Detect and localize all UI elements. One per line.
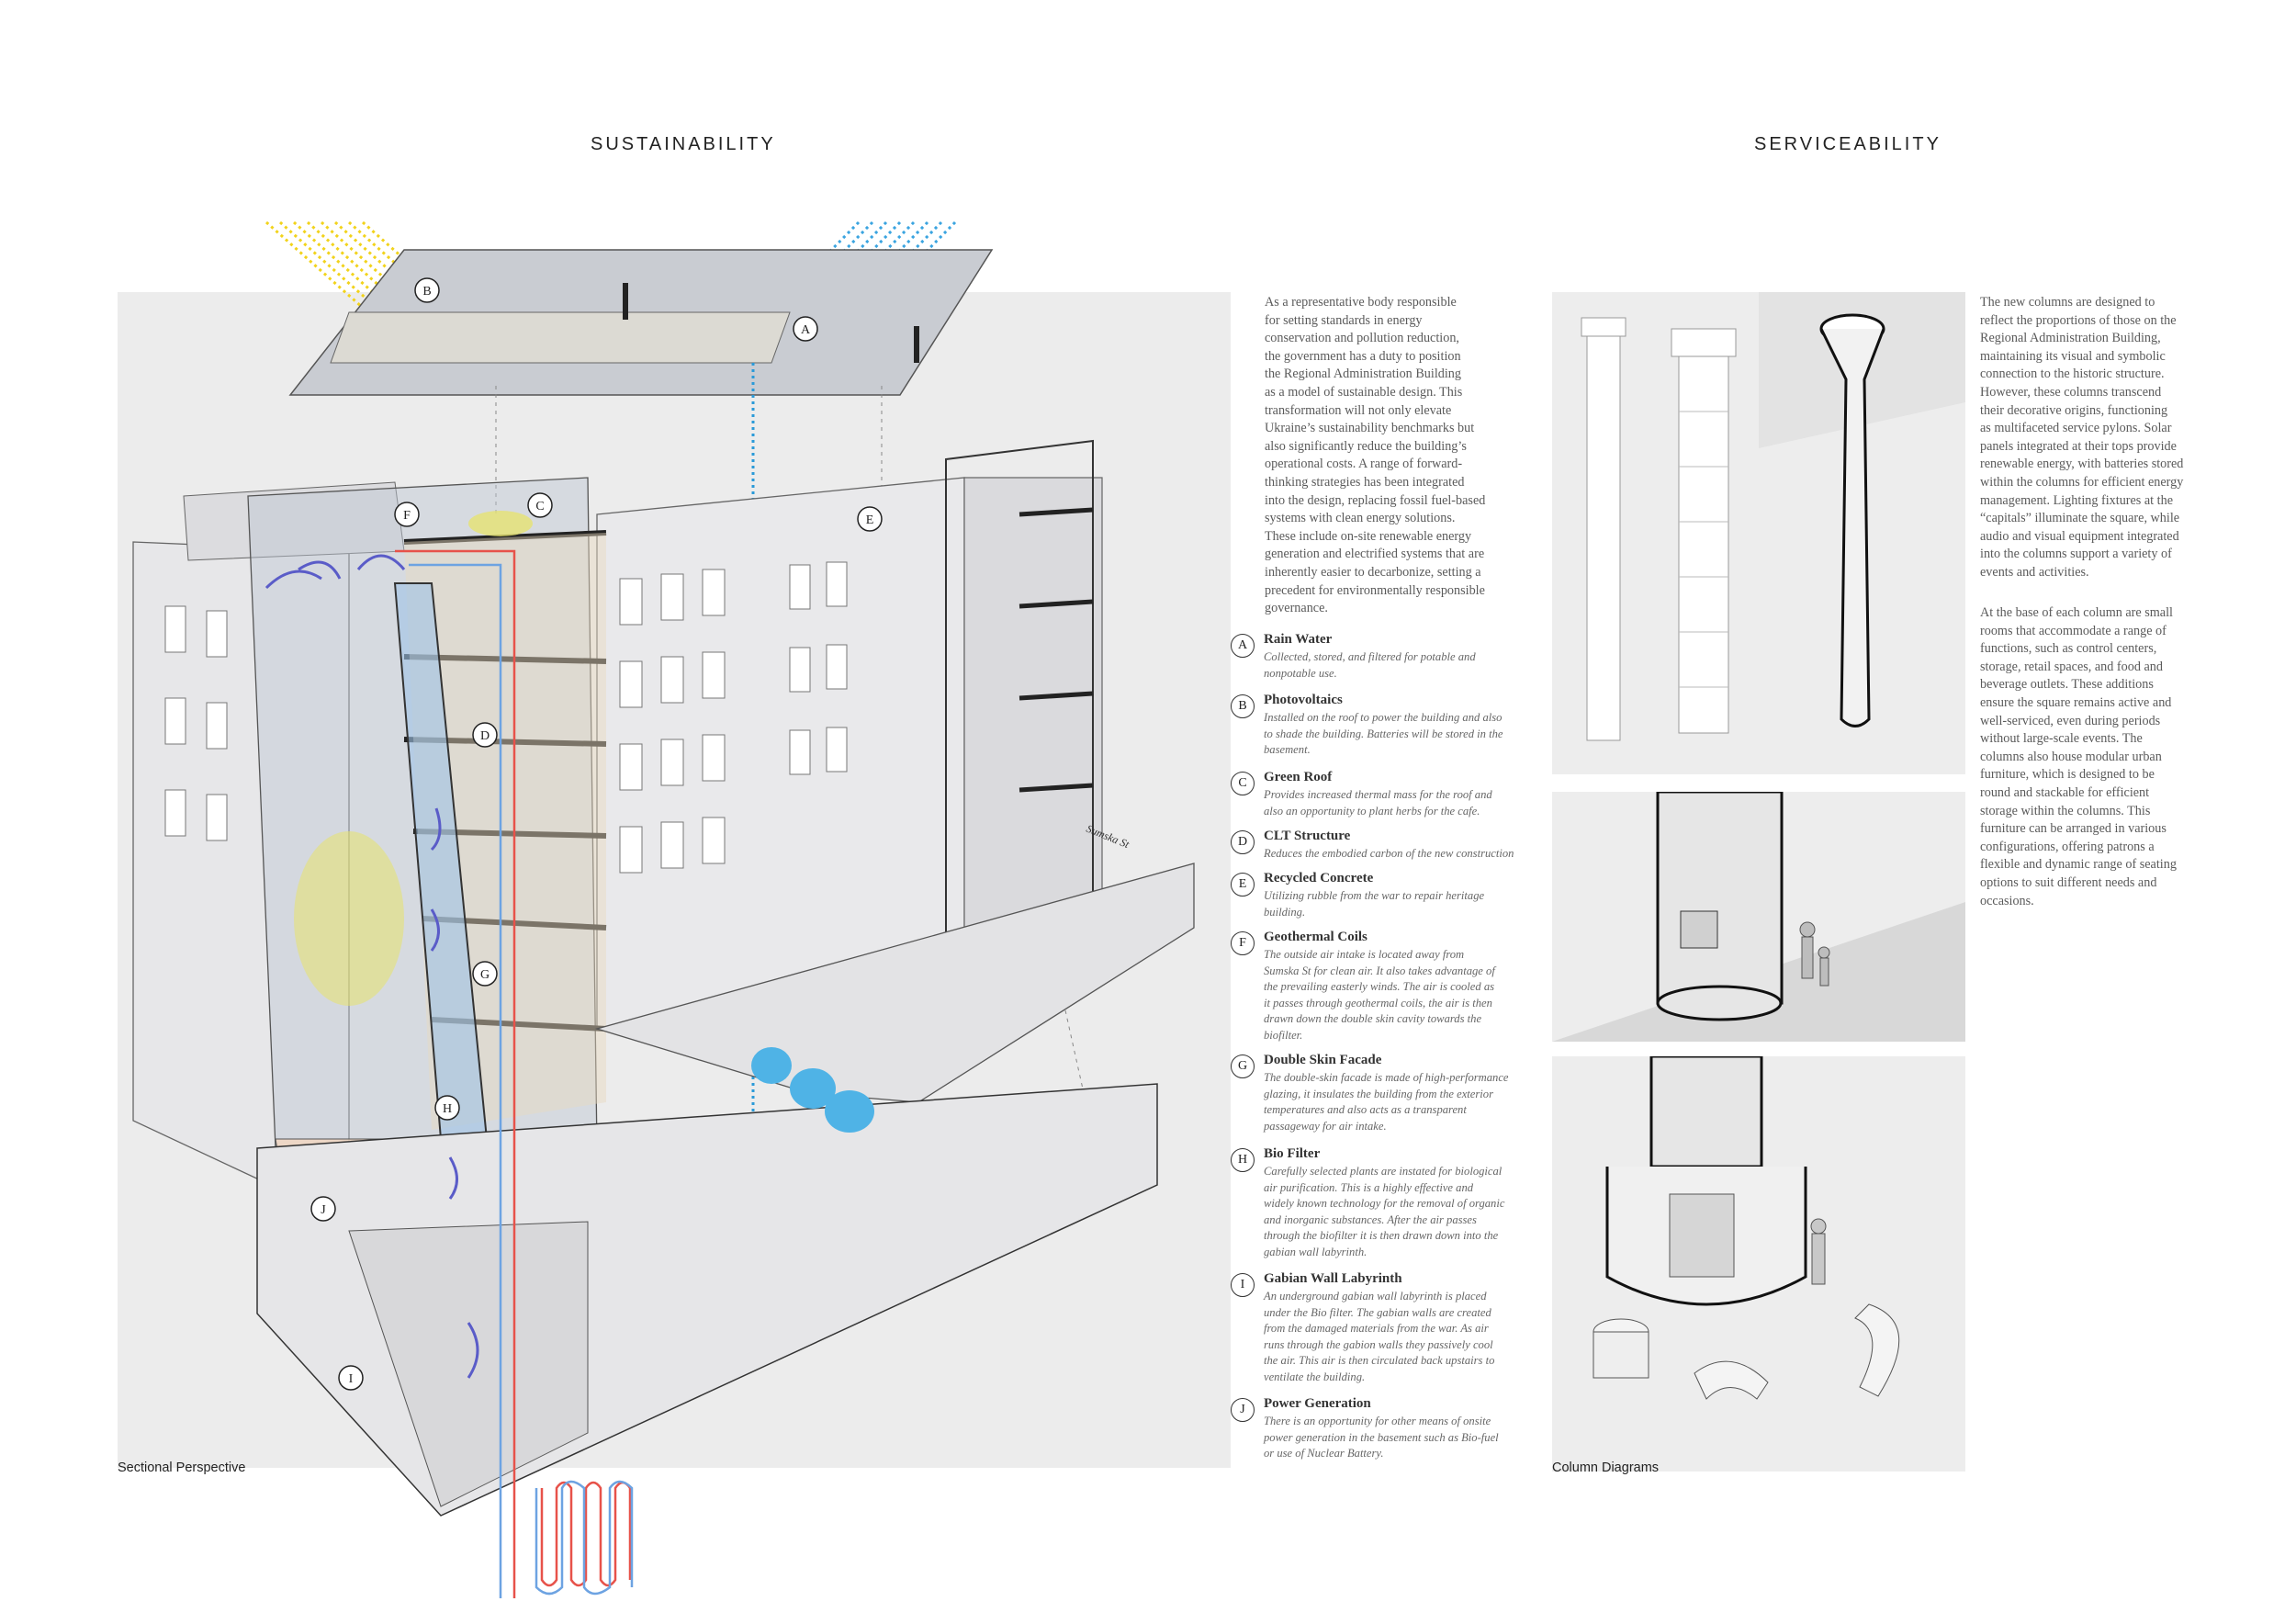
- legend-desc: The double-skin facade is made of high-performance glazing, it insulates the building from the exterior temperatures and also acts as a transparent passageway for air intake.: [1264, 1071, 1509, 1133]
- legend-desc: Reduces the embodied carbon of the new construction: [1264, 847, 1514, 860]
- legend-title: Green Roof: [1264, 770, 1333, 784]
- legend-desc: Provides increased thermal mass for the roof and also an opportunity to plant herbs for the cafe.: [1264, 788, 1492, 818]
- legend-title: Gabian Wall Labyrinth: [1264, 1271, 1402, 1286]
- legend-letter: G: [1231, 1054, 1255, 1078]
- legend-title: Recycled Concrete: [1264, 871, 1374, 885]
- legend-letter: J: [1231, 1398, 1255, 1422]
- legend-title: CLT Structure: [1264, 829, 1351, 843]
- legend-title: Power Generation: [1264, 1396, 1371, 1411]
- legend-desc: Utilizing rubble from the war to repair heritage building.: [1264, 889, 1485, 919]
- legend-letter: A: [1231, 634, 1255, 658]
- legend-letter: I: [1231, 1273, 1255, 1297]
- label-a: A: [800, 323, 811, 337]
- legend-letter: D: [1231, 830, 1255, 854]
- label-j: J: [321, 1203, 326, 1217]
- column-furniture-panel: [1552, 1056, 1965, 1472]
- label-b: B: [422, 285, 432, 299]
- label-c: C: [535, 500, 545, 513]
- legend-title: Bio Filter: [1264, 1146, 1321, 1161]
- column-base-room-panel: [1552, 792, 1965, 1042]
- legend-desc: There is an opportunity for other means of onsite power generation in the basement such as Bio-fuel or use of Nuclear Battery.: [1264, 1415, 1499, 1460]
- street-label: Sumska St: [1084, 821, 1131, 851]
- column-diagrams-caption: Column Diagrams: [1552, 1460, 1660, 1475]
- legend-letter: E: [1231, 873, 1255, 897]
- label-f: F: [403, 509, 411, 523]
- column-base-room-drawing: [1552, 792, 1965, 1042]
- serviceability-text-1: The new columns are designed to reflect the proportions of those on the Regional Administration Building, maintaining its visual and symbolic connection to the historic structure. However, these columns transcend their decorative origins, functioning as multifaceted service pylons. Solar panels integrated at their tops provide renewable energy, with batteries stored within the columns for efficient energy management. Lighting fixtures at the “capitals” illuminate the square, while audio and visual equipment integrated into the columns support a variety of events and activities.: [1980, 295, 2184, 580]
- roof-canopy: [290, 250, 992, 395]
- label-e: E: [865, 513, 874, 527]
- label-g: G: [479, 968, 490, 982]
- legend-desc: The outside air intake is located away from Sumska St for clean air. It also takes advantage of the prevailing easterly winds. The air is cooled as it passes through geothermal coils, the air is then drawn down the double skin cavity towards the biofilter.: [1264, 948, 1495, 1042]
- legend-desc: Installed on the roof to power the building and also to shade the building. Batteries will be stored in the basement.: [1264, 711, 1503, 757]
- legend-title: Double Skin Facade: [1264, 1053, 1382, 1067]
- label-d: D: [479, 729, 490, 743]
- sectional-perspective-caption: Sectional Perspective: [118, 1460, 246, 1475]
- legend-letter: H: [1231, 1148, 1255, 1172]
- legend-desc: Carefully selected plants are instated for biological air purification. This is a highly effective and widely known technology for the removal of organic and inorganic substances. After the air passes through the biofilter it is then drawn down into the gabian wall labyrinth.: [1264, 1165, 1505, 1258]
- serviceability-heading: SERVICEABILITY: [1754, 134, 1941, 154]
- legend-title: Photovoltaics: [1264, 693, 1343, 707]
- column-pylon-panel: [1759, 292, 1965, 774]
- legend-title: Geothermal Coils: [1264, 930, 1367, 944]
- column-furniture-drawing: [1552, 1056, 1965, 1472]
- legend-letter: B: [1231, 694, 1255, 718]
- label-h: H: [442, 1102, 453, 1116]
- column-pylon-drawing: [1759, 292, 1965, 774]
- legend-letter: F: [1231, 931, 1255, 955]
- legend-desc: Collected, stored, and filtered for potable and nonpotable use.: [1264, 650, 1476, 680]
- label-i: I: [348, 1372, 354, 1386]
- serviceability-text-2: At the base of each column are small rooms that accommodate a range of functions, such as control centers, storage, retail spaces, and food and beverage outlets. These additions ensure the square remains active and well-serviced, even during periods without large-scale events. The columns also house modular urban furniture, which is designed to be round and stackable for efficient storage within the columns. This furniture can be arranged in various configurations, offering patrons a flexible and dynamic range of seating options to suit different needs and occasions.: [1980, 605, 2177, 908]
- sustainability-intro: As a representative body responsible for setting standards in energy conservation and pollution reduction, the government has a duty to position the Regional Administration Building as a model of sustainable design. This transformation will not only elevate Ukraine’s sustainability benchmarks but also significantly reduce the building’s operational costs. A range of forward- thinking strategies has been integrated into the design, replacing fossil fuel-based systems with clean energy solutions. These include on-site renewable energy generation and electrified systems that are inherently easier to decarbonize, setting a precedent for environmentally responsible governance.: [1265, 295, 1486, 616]
- legend-title: Rain Water: [1264, 632, 1333, 647]
- sustainability-heading: SUSTAINABILITY: [591, 134, 776, 154]
- legend-letter: C: [1231, 772, 1255, 795]
- legend-desc: An underground gabian wall labyrinth is placed under the Bio filter. The gabian walls are created from the damaged materials from the war. As air runs through the gabion walls they passively cool the air. This air is then circulated back upstairs to ventilate the building.: [1264, 1290, 1495, 1383]
